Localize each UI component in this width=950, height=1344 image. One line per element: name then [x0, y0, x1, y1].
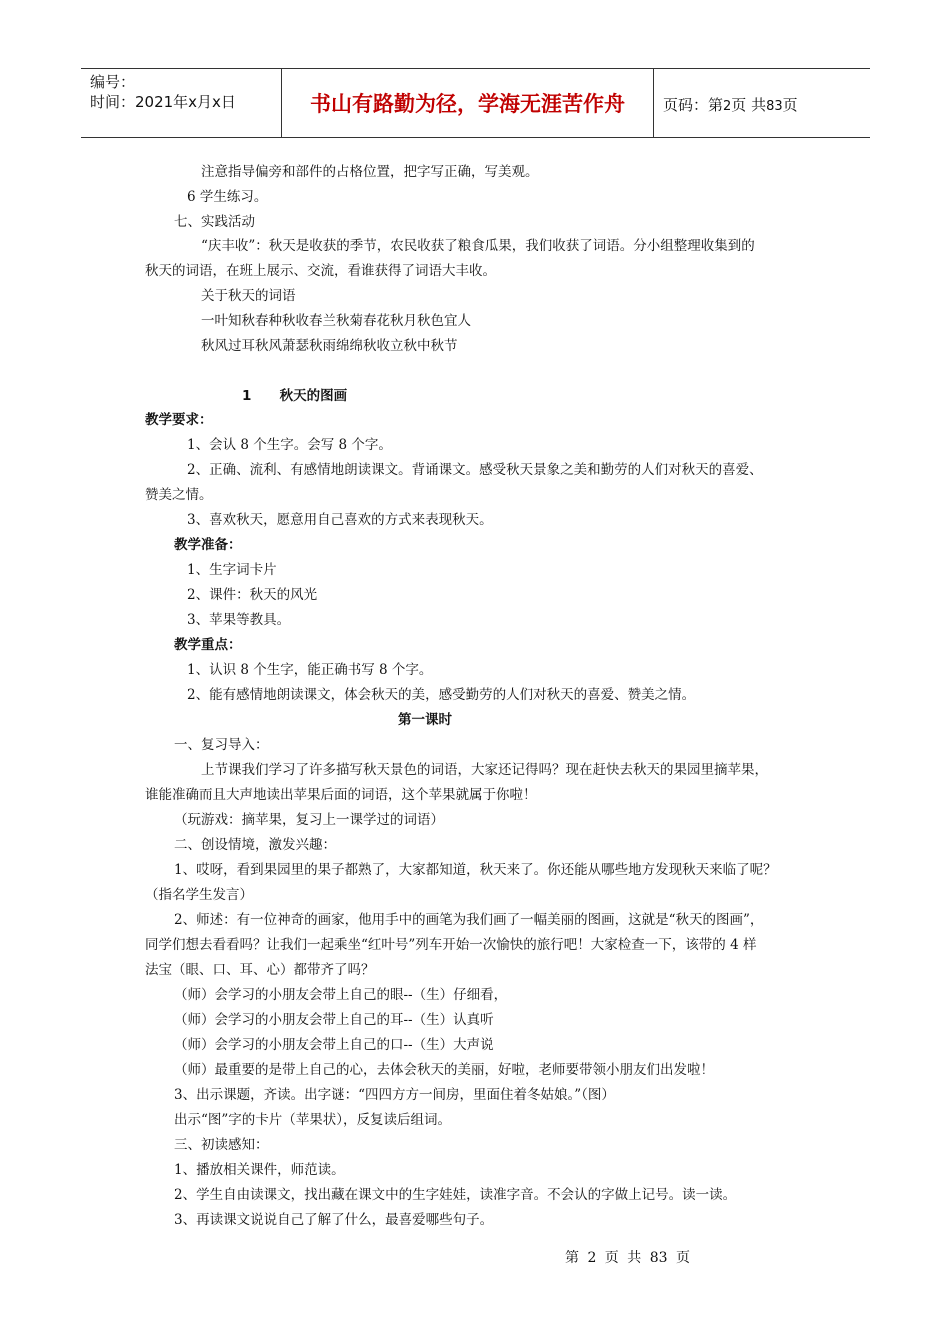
header-page-info — [663, 94, 798, 115]
body-line: 注意指导偏旁和部件的占格位置，把字写正确，写美观。 — [201, 164, 539, 180]
page-footer: 第 2 页 共 83 页 — [565, 1250, 690, 1266]
page-current: 2 — [723, 99, 732, 114]
body-line: 2、课件：秋天的风光 — [187, 587, 318, 603]
body-line: （指名学生发言） — [145, 887, 253, 903]
body-line: 关于秋天的词语 — [201, 288, 296, 304]
section-heading: 教学准备： — [174, 537, 242, 553]
section-heading: 一、复习导入： — [174, 737, 269, 753]
body-line: 1、认识 8 个生字，能正确书写 8 个字。 — [187, 662, 433, 678]
document-number-label: 编号： — [90, 73, 136, 91]
body-line: （师）最重要的是带上自己的心，去体会秋天的美丽，好啦，老师要带领小朋友们出发啦！ — [174, 1062, 714, 1078]
body-line: 1、生字词卡片 — [187, 562, 277, 578]
section-heading: 教学要求： — [145, 412, 213, 428]
section-heading: 三、初读感知： — [174, 1137, 269, 1153]
page-total: 83 — [766, 99, 783, 114]
body-line: （师）会学习的小朋友会带上自己的眼--（生）仔细看， — [174, 987, 508, 1003]
body-line: “庆丰收”：秋天是收获的季节，农民收获了粮食瓜果，我们收获了词语。分小组整理收集到的 — [201, 238, 755, 254]
body-line: 赞美之情。 — [145, 487, 213, 503]
header-divider — [653, 69, 654, 137]
body-line: 1、会认 8 个生字。会写 8 个字。 — [187, 437, 392, 453]
body-line: （师）会学习的小朋友会带上自己的耳--（生）认真听 — [174, 1012, 494, 1028]
page-suffix: 页 — [782, 96, 798, 114]
page-prefix: 页码：第 — [663, 96, 724, 114]
body-line: 出示“图”字的卡片（苹果状），反复读后组词。 — [174, 1112, 452, 1128]
body-line: 秋天的词语，在班上展示、交流，看谁获得了词语大丰收。 — [145, 263, 496, 279]
body-line: 2、正确、流利、有感情地朗读课文。背诵课文。感受秋天景象之美和勤劳的人们对秋天的喜爱、 — [187, 462, 763, 478]
body-line: 2、能有感情地朗读课文，体会秋天的美，感受勤劳的人们对秋天的喜爱、赞美之情。 — [187, 687, 696, 703]
body-line: （师）会学习的小朋友会带上自己的口--（生）大声说 — [174, 1037, 494, 1053]
body-line: 法宝（眼、口、耳、心）都带齐了吗？ — [145, 962, 375, 978]
body-line: 谁能准确而且大声地读出苹果后面的词语，这个苹果就属于你啦！ — [145, 787, 537, 803]
body-line: （玩游戏：摘苹果，复习上一课学过的词语） — [174, 812, 444, 828]
body-line: 上节课我们学习了许多描写秋天景色的词语，大家还记得吗？现在赶快去秋天的果园里摘苹果， — [201, 762, 768, 778]
lesson-period-title: 第一课时 — [398, 712, 452, 728]
body-line: 3、苹果等教具。 — [187, 612, 291, 628]
body-line: 1、哎呀，看到果园里的果子都熟了，大家都知道，秋天来了。你还能从哪些地方发现秋天来临了呢？ — [174, 862, 777, 878]
body-line: 2、师述：有一位神奇的画家，他用手中的画笔为我们画了一幅美丽的图画，这就是“秋天的图画”， — [174, 912, 764, 928]
body-line: 1、播放相关课件，师范读。 — [174, 1162, 345, 1178]
body-line: 6 学生练习。 — [187, 189, 268, 205]
page-mid: 页 共 — [731, 96, 767, 114]
body-line: 2、学生自由读课文，找出藏在课文中的生字娃娃，读准字音。不会认的字做上记号。读一读。 — [174, 1187, 737, 1203]
header-motto: 书山有路勤为径，学海无涯苦作舟 — [310, 92, 625, 116]
document-date-label: 时间：2021年x月x日 — [90, 93, 236, 111]
body-line: 一叶知秋春种秋收春兰秋菊春花秋月秋色宜人 — [201, 313, 471, 329]
body-line: 3、喜欢秋天，愿意用自己喜欢的方式来表现秋天。 — [187, 512, 493, 528]
section-heading: 七、实践活动 — [174, 214, 255, 230]
body-line: 3、出示课题，齐读。出字谜：“四四方方一间房，里面住着冬姑娘。”（图） — [174, 1087, 615, 1103]
body-line: 3、再读课文说说自己了解了什么，最喜爱哪些句子。 — [174, 1212, 494, 1228]
lesson-title: 1 秋天的图画 — [242, 388, 348, 404]
body-line: 秋风过耳秋风萧瑟秋雨绵绵秋收立秋中秋节 — [201, 338, 458, 354]
header-meta-cell — [81, 69, 281, 137]
header-table — [81, 68, 870, 138]
body-line: 同学们想去看看吗？让我们一起乘坐“红叶号”列车开始一次愉快的旅行吧！大家检查一下，该带的 4 样 — [145, 937, 757, 953]
section-heading: 二、创设情境，激发兴趣： — [174, 837, 336, 853]
section-heading: 教学重点： — [174, 637, 242, 653]
